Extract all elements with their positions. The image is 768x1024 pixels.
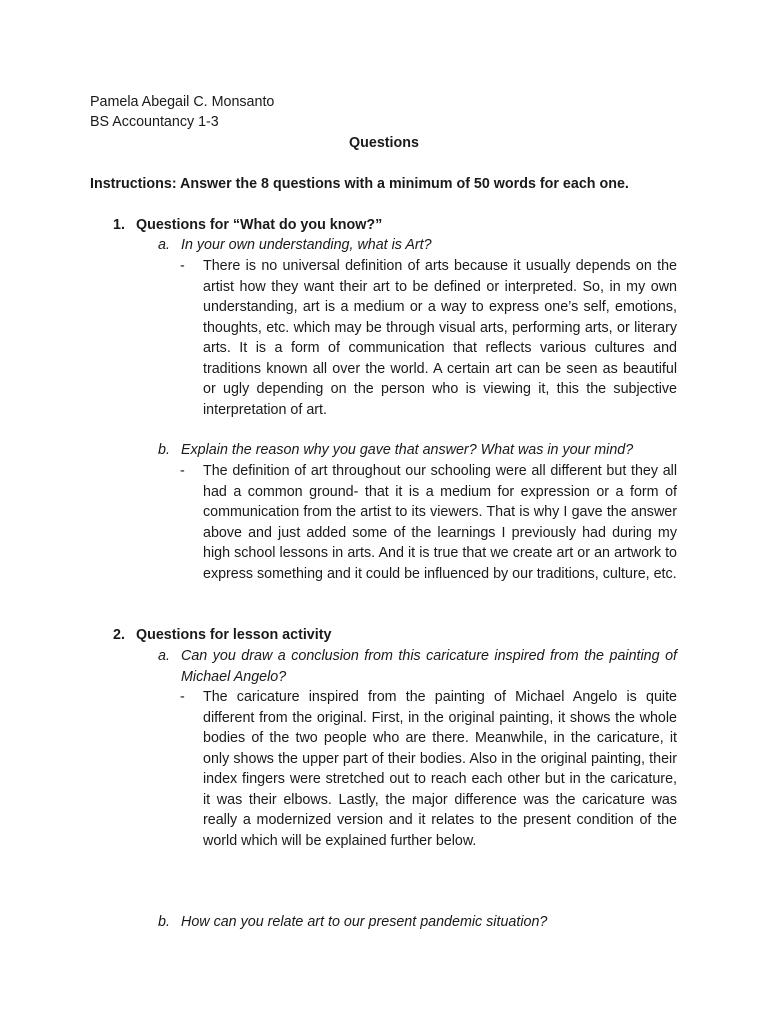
author-name: Pamela Abegail C. Monsanto <box>90 94 275 110</box>
page-title: Questions <box>349 135 419 151</box>
answer-paragraph: The definition of art throughout our schooling were all different but they all had a common ground- that it is a medium for expression or a form of communication from the artist to its viewers. That is why I gave the answer above and just added some of the learnings I previously had during my high school lessons in arts. And it is true that we create art or an artwork to express something and it could be influenced by our traditions, culture, etc. <box>203 463 677 582</box>
instructions: Instructions: Answer the 8 questions with a minimum of 50 words for each one. <box>90 176 629 192</box>
question-text: Explain the reason why you gave that answer? What was in your mind? <box>181 442 634 458</box>
answer-dash: - <box>180 258 185 274</box>
answer-dash: - <box>180 689 185 705</box>
section-heading: Questions for “What do you know?” <box>136 217 383 233</box>
answer-paragraph: There is no universal definition of arts because it usually depends on the artist how they want their art to be defined or interpreted. So, in my own understanding, art is a medium or a way to express one’s self, emotions, thoughts, etc. which may be through visual arts, performing arts, or literary arts. It is a form of communication that reflects various cultures and traditions known all over the world. A certain art can be seen as beautiful or ugly depending on the person who is viewing it, this the subjective interpretation of art. <box>203 258 677 418</box>
question-text: Can you draw a conclusion from this caricature inspired from the painting of Michael Angelo? <box>181 648 677 685</box>
section-heading: Questions for lesson activity <box>136 627 332 643</box>
answer-dash: - <box>180 463 185 479</box>
question-text: How can you relate art to our present pandemic situation? <box>181 914 548 930</box>
question-letter: b. <box>158 442 170 458</box>
answer-paragraph: The caricature inspired from the painting of Michael Angelo is quite different from the original. First, in the original painting, it shows the whole bodies of the two people who are there. Meanwhile, in the caricature, it only shows the upper part of their bodies. Also in the original painting, their index fingers were stretched out to reach each other but in the caricature, it was their elbows. Lastly, the major difference was the caricature was really a modernized version and it relates to the present condition of the world which will be explained further below. <box>203 689 677 849</box>
question-letter: a. <box>158 237 170 253</box>
section-number: 1. <box>113 217 125 233</box>
section-number: 2. <box>113 627 125 643</box>
question-text: In your own understanding, what is Art? <box>181 237 432 253</box>
question-letter: b. <box>158 914 170 930</box>
course-section: BS Accountancy 1-3 <box>90 114 219 130</box>
question-letter: a. <box>158 648 170 664</box>
